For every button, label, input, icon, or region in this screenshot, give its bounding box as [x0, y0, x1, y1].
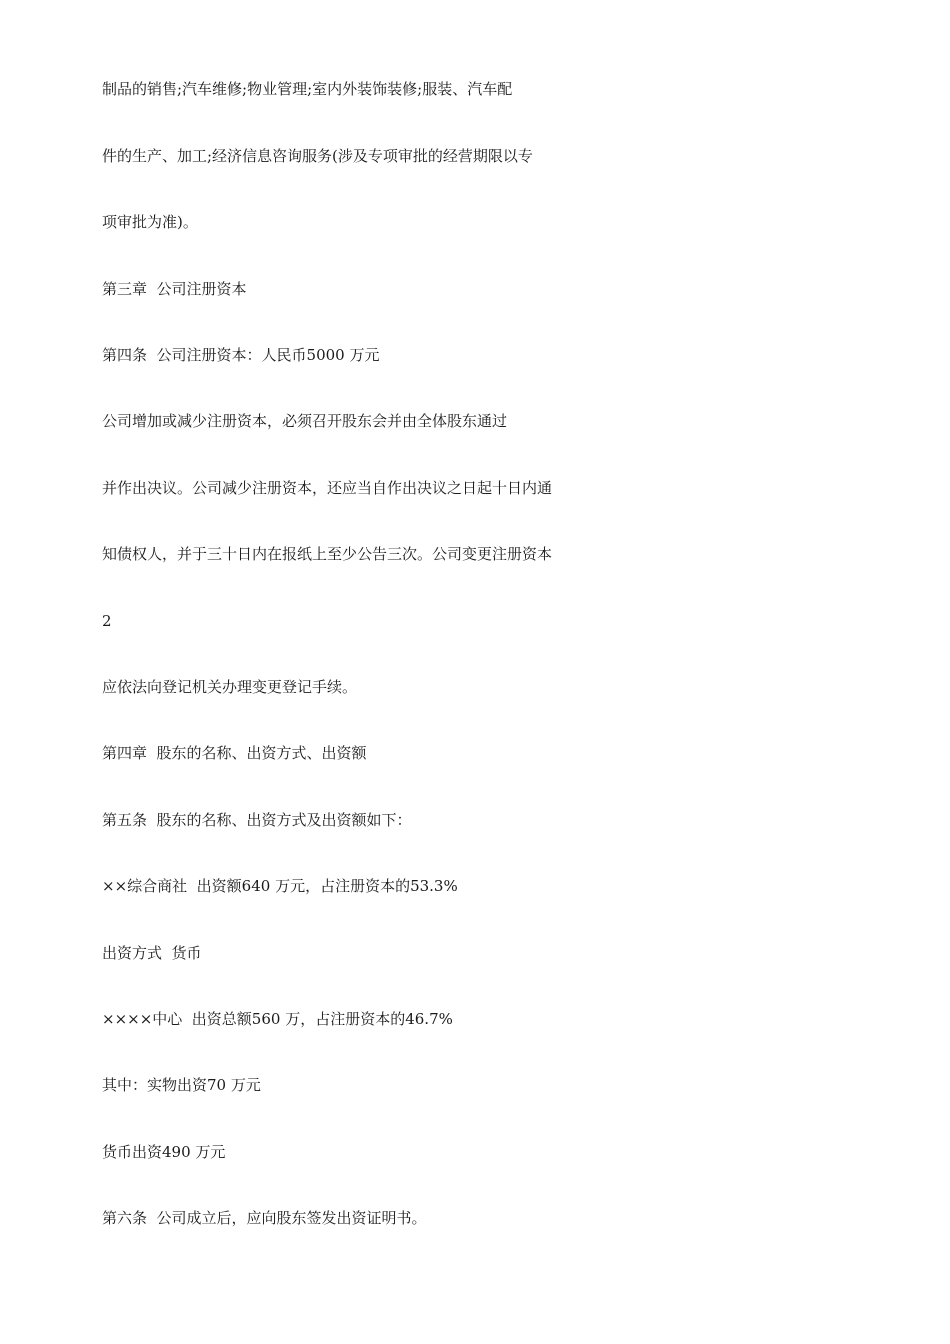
chapter-heading: 第四章 股东的名称、出资方式、出资额 [102, 744, 367, 762]
shareholder-line: ××××中心 出资总额560 万，占注册资本的46.7% [102, 1010, 453, 1028]
article-line: 第四条 公司注册资本：人民币5000 万元 [102, 346, 380, 364]
shareholder-line: ××综合商社 出资额640 万元，占注册资本的53.3% [102, 877, 458, 895]
paragraph-line: 并作出决议。公司减少注册资本，还应当自作出决议之日起十日内通 [102, 479, 553, 497]
paragraph-line: 制品的销售;汽车维修;物业管理;室内外装饰装修;服装、汽车配 [102, 80, 513, 98]
paragraph-line: 知债权人，并于三十日内在报纸上至少公告三次。公司变更注册资本 [102, 545, 553, 563]
article-line: 第六条 公司成立后，应向股东签发出资证明书。 [102, 1209, 427, 1227]
contribution-method-line: 出资方式 货币 [102, 944, 202, 962]
paragraph-line: 件的生产、加工;经济信息咨询服务(涉及专项审批的经营期限以专 [102, 147, 533, 165]
paragraph-line: 公司增加或减少注册资本，必须召开股东会并由全体股东通过 [102, 412, 508, 430]
paragraph-line: 应依法向登记机关办理变更登记手续。 [102, 678, 358, 696]
article-line: 第五条 股东的名称、出资方式及出资额如下： [102, 811, 412, 829]
paragraph-line: 项审批为准)。 [102, 213, 198, 231]
contribution-detail-line: 货币出资490 万元 [102, 1143, 226, 1161]
chapter-heading: 第三章 公司注册资本 [102, 280, 247, 298]
page-number: 2 [102, 612, 112, 630]
contribution-detail-line: 其中：实物出资70 万元 [102, 1076, 261, 1094]
